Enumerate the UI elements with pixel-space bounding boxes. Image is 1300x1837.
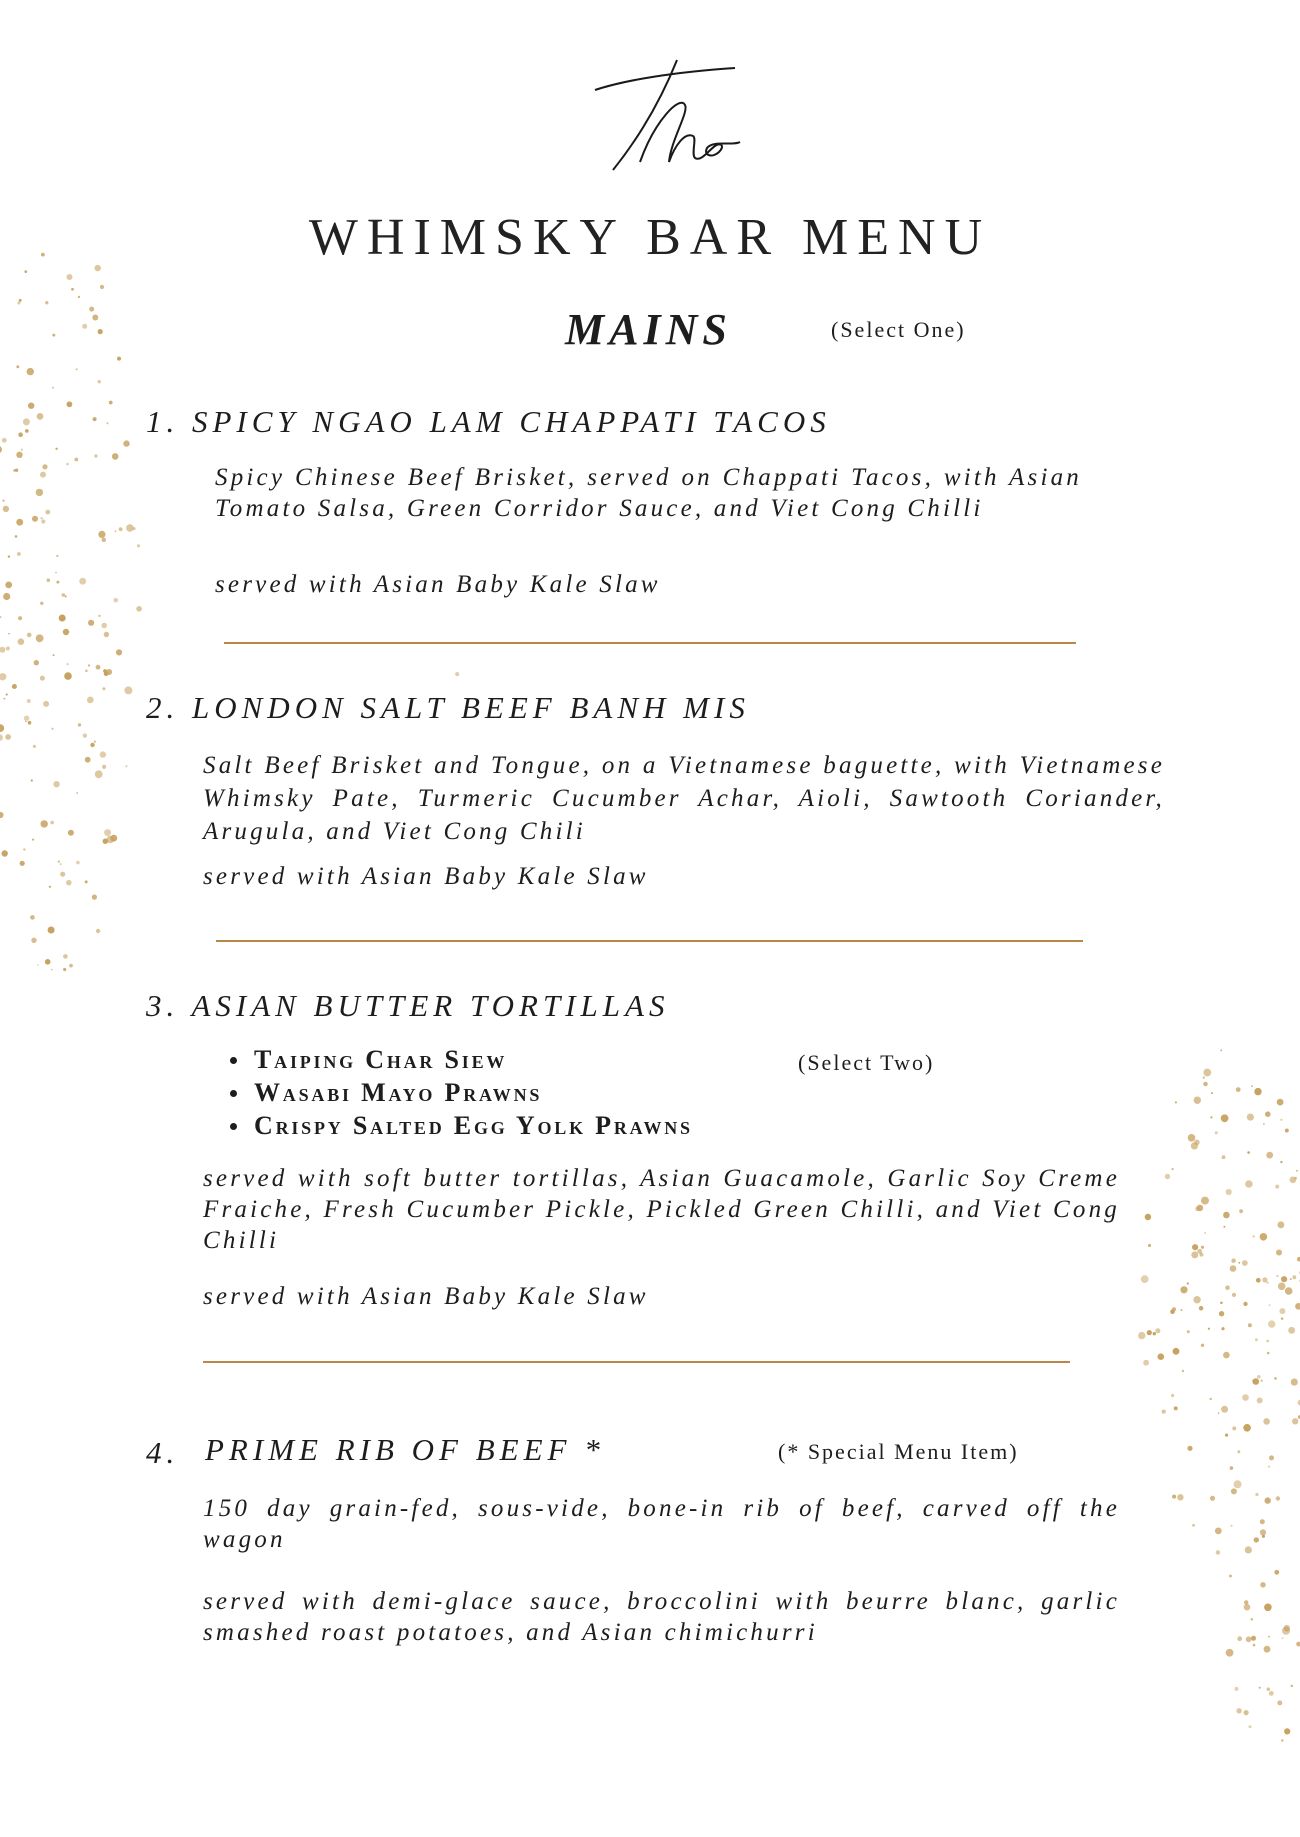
select-one-note: (Select One) <box>831 317 966 342</box>
item-3-title: 3. ASIAN BUTTER TORTILLAS <box>146 988 670 1023</box>
item-2-description: Salt Beef Brisket and Tongue, on a Vietnamese baguette, with Vietnamese Whimsky Pate, Turmeric Cucumber Achar, Aioli, Sawtooth Coriander, Arugula, and Viet Cong Chili <box>203 752 1165 845</box>
menu-title: WHIMSKY BAR MENU <box>308 209 992 266</box>
section-heading: MAINS <box>565 305 732 354</box>
option-wasabi-mayo-prawns: Wasabi Mayo Prawns <box>224 1078 693 1111</box>
divider-2 <box>216 940 1083 942</box>
item-4-title: PRIME RIB OF BEEF * <box>205 1432 605 1467</box>
item-4-description: 150 day grain-fed, sous-vide, bone-in rib of beef, carved off the wagon <box>203 1495 1120 1553</box>
item-1-side: served with Asian Baby Kale Slaw <box>215 571 661 598</box>
divider-1 <box>224 642 1076 644</box>
item-1-description: Spicy Chinese Beef Brisket, served on Chappati Tacos, with Asian Tomato Salsa, Green Corridor Sauce, and Viet Cong Chilli <box>215 464 1082 522</box>
item-4-side: served with demi-glace sauce, broccolini with beurre blanc, garlic smashed roast potatoes, and Asian chimichurri <box>203 1588 1120 1646</box>
item-3-description: served with soft butter tortillas, Asian Guacamole, Garlic Soy Creme Fraiche, Fresh Cucumber Pickle, Pickled Green Chilli, and Viet Cong Chilli <box>203 1165 1120 1254</box>
item-3-side: served with Asian Baby Kale Slaw <box>203 1283 649 1310</box>
item-2-title: 2. LONDON SALT BEEF BANH MIS <box>146 690 750 725</box>
special-menu-item-note: (* Special Menu Item) <box>778 1439 1019 1464</box>
item-3-options-list <box>224 1045 693 1144</box>
select-two-note: (Select Two) <box>798 1050 935 1075</box>
item-2-side: served with Asian Baby Kale Slaw <box>203 863 649 890</box>
item-1-title: 1. SPICY NGAO LAM CHAPPATI TACOS <box>146 404 831 439</box>
item-4-number: 4. <box>146 1435 180 1470</box>
the-script-logo <box>585 50 745 180</box>
option-crispy-salted-egg-yolk-prawns: Crispy Salted Egg Yolk Prawns <box>224 1111 693 1144</box>
divider-3 <box>203 1361 1070 1363</box>
option-taiping-char-siew: Taiping Char Siew <box>224 1045 693 1078</box>
